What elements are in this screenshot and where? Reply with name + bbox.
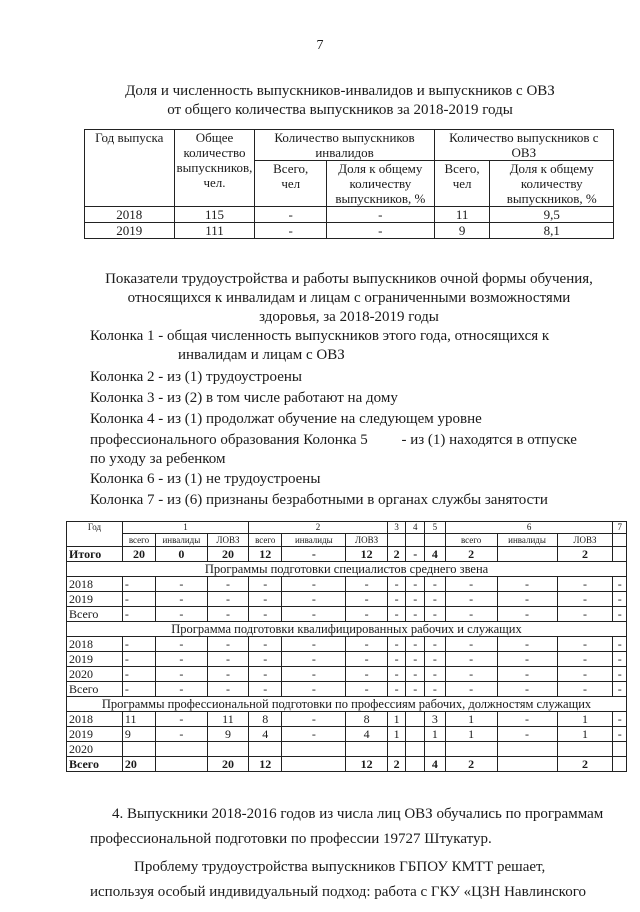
table-row: Всего - - - - - - - - - - - - - bbox=[67, 682, 627, 697]
section2-title-line1: Показатели трудоустройства и работы выпускников очной формы обучения, bbox=[105, 271, 593, 287]
section2-title bbox=[84, 270, 614, 327]
section2-title-line2: относящихся к инвалидам и лицам с ограниченными возможностями bbox=[127, 290, 571, 306]
table-row: 2018 - - - - - - - - - - - - - bbox=[67, 577, 627, 592]
header-god: Год bbox=[67, 522, 123, 547]
header-total: Общее количество выпускников, чел. bbox=[174, 130, 255, 207]
section-title-row: Программы профессиональной подготовки по профессиям рабочих, должностям служащих bbox=[67, 697, 627, 712]
section1-title-line2: от общего количества выпускников за 2018-2019 годы bbox=[167, 102, 513, 118]
table-row: Всего 20 20 12 12 2 4 2 2 bbox=[67, 757, 627, 772]
table-row: Всего - - - - - - - - - - - - - bbox=[67, 607, 627, 622]
table-row: 2019 - - - - - - - - - - - - - bbox=[67, 592, 627, 607]
column-1-desc-cont: инвалидам и лицам с ОВЗ bbox=[178, 347, 345, 363]
table-row: 2019 - - - - - - - - - - - - - bbox=[67, 652, 627, 667]
section1-title bbox=[60, 82, 620, 120]
column-2-desc: Колонка 2 - из (1) трудоустроены bbox=[90, 369, 302, 385]
table-row: 2020 - - - - - - - - - - - - - bbox=[67, 667, 627, 682]
section-title-row: Программа подготовки квалифицированных рабочих и служащих bbox=[67, 622, 627, 637]
table-row: 2019 111 - - 9 8,1 bbox=[85, 223, 614, 239]
table-row: 2018 - - - - - - - - - - - - - bbox=[67, 637, 627, 652]
employment-table bbox=[66, 521, 627, 772]
header-numbers-row: Год 1 2 3 4 5 6 7 bbox=[67, 522, 627, 534]
column-3-desc: Колонка 3 - из (2) в том числе работают на дому bbox=[90, 390, 398, 406]
paragraph-5-line2: используя особый индивидуальный подход: работа с ГКУ «ЦЗН Навлинского bbox=[90, 884, 586, 900]
column-6-desc: Колонка 6 - из (1) не трудоустроены bbox=[90, 471, 321, 487]
table-row: 2019 9 - 9 4 - 4 1 1 1 - 1 - bbox=[67, 727, 627, 742]
page-number: 7 bbox=[316, 38, 324, 53]
table-row: 2020 bbox=[67, 742, 627, 757]
table-row: 2018 11 - 11 8 - 8 1 3 1 - 1 - bbox=[67, 712, 627, 727]
graduates-share-table bbox=[84, 129, 614, 239]
header-sub-row: всего инвалиды ЛОВЗ всего инвалиды ЛОВЗ всего инвалиды ЛОВЗ bbox=[67, 534, 627, 547]
section2-title-line3: здоровья, за 2018-2019 годы bbox=[259, 309, 439, 325]
table-row: 2018 115 - - 11 9,5 bbox=[85, 207, 614, 223]
header-disabled-share: Доля к общему количеству выпускников, % bbox=[327, 161, 435, 207]
paragraph-4-line1: 4. Выпускники 2018-2016 годов из числа лиц ОВЗ обучались по программам bbox=[112, 806, 604, 822]
section-title-row: Программы подготовки специалистов среднего звена bbox=[67, 562, 627, 577]
section1-title-line1: Доля и численность выпускников-инвалидов и выпускников с ОВЗ bbox=[125, 83, 555, 99]
header-ovz-count: Всего, чел bbox=[434, 161, 490, 207]
header-year: Год выпуска bbox=[85, 130, 175, 207]
column-4-desc: Колонка 4 - из (1) продолжат обучение на следующем уровне bbox=[90, 411, 482, 427]
column-5-desc: профессионального образования Колонка 5 - из (1) находятся в отпуске bbox=[90, 432, 577, 448]
header-disabled-count: Всего, чел bbox=[255, 161, 327, 207]
total-row: Итого 20 0 20 12 - 12 2 - 4 2 2 bbox=[67, 547, 627, 562]
header-ovz-group: Количество выпускников с ОВЗ bbox=[434, 130, 613, 161]
header-disabled-group: Количество выпускников инвалидов bbox=[255, 130, 434, 161]
header-ovz-share: Доля к общему количеству выпускников, % bbox=[490, 161, 614, 207]
column-7-desc: Колонка 7 - из (6) признаны безработными в органах службы занятости bbox=[90, 492, 548, 508]
paragraph-4-line2: профессиональной подготовки по профессии 19727 Штукатур. bbox=[90, 831, 492, 847]
column-1-desc: Колонка 1 - общая численность выпускников этого года, относящихся к bbox=[90, 328, 550, 344]
paragraph-5-line1: Проблему трудоустройства выпускников ГБПОУ КМТТ решает, bbox=[134, 859, 546, 875]
column-5-desc-cont: по уходу за ребенком bbox=[90, 451, 226, 467]
